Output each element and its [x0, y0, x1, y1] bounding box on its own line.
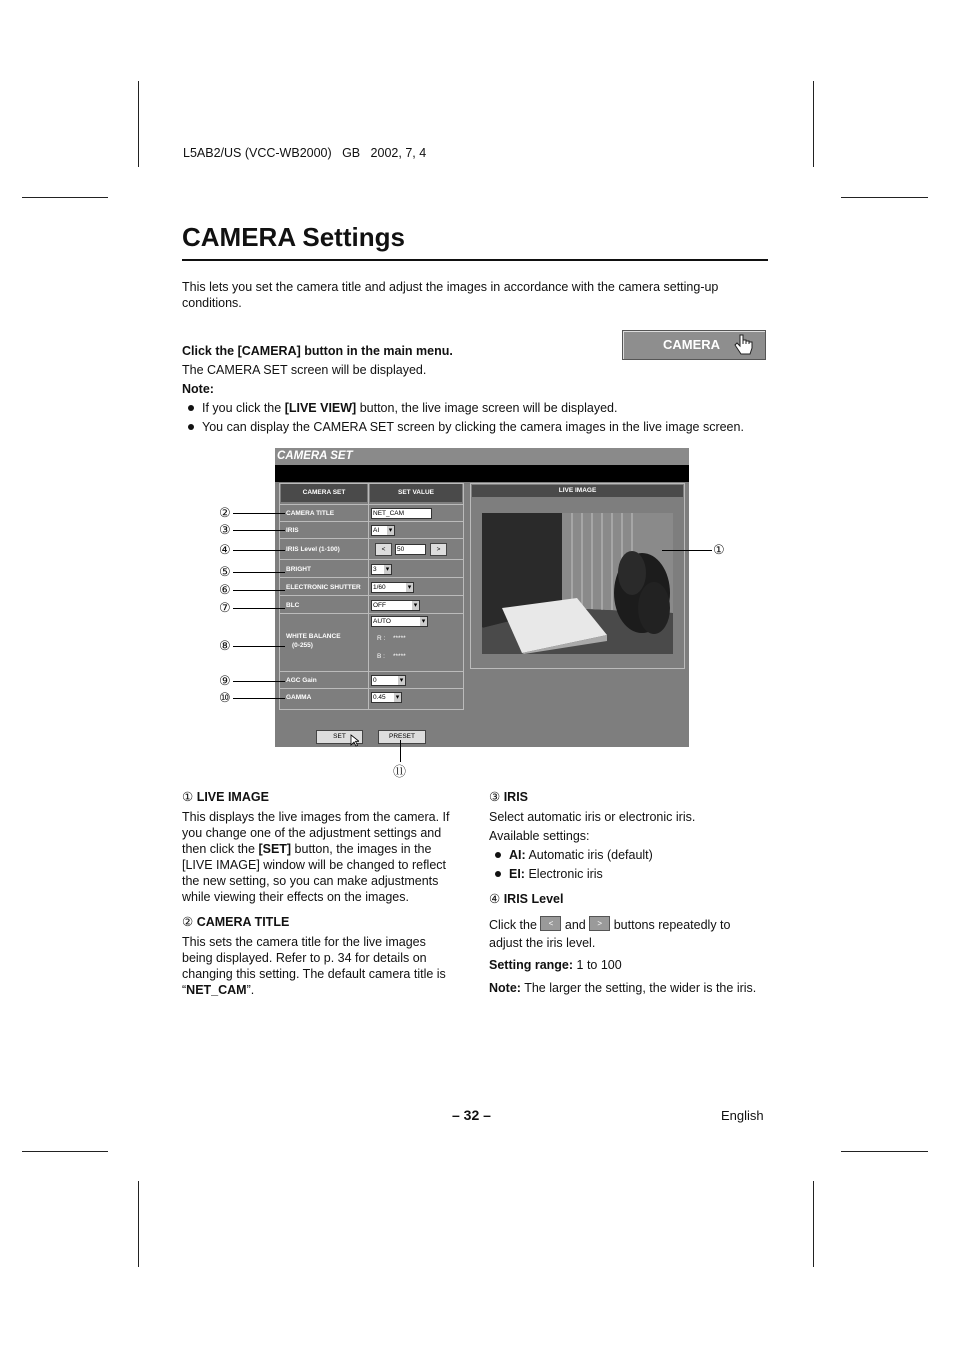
gamma-select[interactable]: 0.45 ▾	[371, 692, 402, 703]
col-header-value: SET VALUE	[370, 484, 462, 502]
wb-r-value: *****	[393, 635, 406, 642]
camera-set-screenshot	[275, 448, 689, 747]
callout-9: ⑨	[219, 673, 231, 688]
language-label: English	[721, 1108, 764, 1123]
crop-mark	[841, 1151, 928, 1152]
decrease-button-icon: <	[540, 916, 561, 931]
callout-10: ⑩	[219, 690, 231, 705]
page-number: – 32 –	[452, 1107, 491, 1123]
callout-5: ⑤	[219, 564, 231, 579]
table-row: BLC OFF ▾	[280, 595, 463, 614]
white-balance-select[interactable]: AUTO ▾	[371, 616, 428, 627]
bright-select[interactable]: 3 ▾	[371, 564, 392, 575]
callout-2: ②	[219, 505, 231, 520]
callout-line	[233, 590, 285, 591]
camera-button[interactable]	[622, 330, 766, 360]
screen-black-bar	[275, 465, 689, 482]
camera-button-label: CAMERA	[663, 337, 721, 352]
result-text: The CAMERA SET screen will be displayed.	[182, 363, 427, 377]
col-header-setting: CAMERA SET	[281, 484, 367, 502]
crop-mark	[138, 1181, 139, 1267]
preset-button[interactable]: PRESET	[378, 730, 426, 744]
wb-b-value: *****	[393, 653, 406, 660]
iris-select[interactable]: AI ▾	[371, 525, 395, 536]
callout-line	[233, 698, 285, 699]
callout-line	[662, 550, 712, 551]
intro-text: This lets you set the camera title and adjust the images in accordance with the camera setting-up conditions.	[182, 280, 719, 310]
iris-option-ai: AI: Automatic iris (default)	[495, 848, 653, 862]
callout-line	[233, 646, 285, 647]
crop-mark	[813, 81, 814, 167]
note-label: Note:	[182, 382, 214, 396]
title-rule	[182, 259, 768, 261]
callout-11: ⑪	[393, 764, 407, 779]
callout-line	[233, 513, 285, 514]
live-image-description: This displays the live images from the camera. If you change one of the adjustment settings and then click the [SET] button, the images in the [LIVE IMAGE] window will be changed to reflect the new setting, so you can make adjustments while viewing their effects on the images.	[182, 810, 450, 904]
table-row: BRIGHT 3 ▾	[280, 559, 463, 578]
callout-7: ⑦	[219, 600, 231, 615]
instruction-text: Click the [CAMERA] button in the main menu.	[182, 344, 453, 358]
callout-8: ⑧	[219, 638, 231, 653]
iris-heading: ③ IRIS	[489, 790, 529, 804]
table-row: AGC Gain 0 ▾	[280, 671, 463, 689]
callout-4: ④	[219, 542, 231, 557]
iris-level-heading: ④ IRIS Level	[489, 892, 564, 906]
camera-title-heading: ② CAMERA TITLE	[182, 915, 290, 929]
table-row: ELECTRONIC SHUTTER 1/60 ▾	[280, 577, 463, 596]
camera-title-description: This sets the camera title for the live images being displayed. Refer to p. 34 for details on changing this setting. The default camera title is “NET_CAM”.	[182, 935, 446, 997]
crop-mark	[22, 1151, 108, 1152]
callout-3: ③	[219, 522, 231, 537]
callout-line	[233, 572, 285, 573]
note-bullet-2: You can display the CAMERA SET screen by clicking the camera images in the live image screen.	[188, 420, 744, 434]
increase-button-icon: >	[589, 916, 610, 931]
screen-title-bar: CAMERA SET	[275, 448, 689, 465]
bullet-dot	[188, 405, 194, 411]
live-image-heading: ① LIVE IMAGE	[182, 790, 269, 804]
table-row: GAMMA 0.45 ▾	[280, 688, 463, 709]
callout-line	[233, 530, 285, 531]
iris-option-ei: EI: Electronic iris	[495, 867, 603, 881]
setting-range: Setting range: 1 to 100	[489, 958, 622, 972]
live-image-panel	[470, 483, 685, 669]
iris-increase-button[interactable]: >	[430, 543, 447, 556]
header-code: L5AB2/US (VCC-WB2000) GB 2002, 7, 4	[183, 146, 427, 160]
callout-line	[233, 608, 285, 609]
iris-decrease-button[interactable]: <	[375, 543, 392, 556]
iris-level-instruction: Click the < and > buttons repeatedly to	[489, 918, 731, 932]
note-bullet-1: If you click the [LIVE VIEW] button, the live image screen will be displayed.	[188, 401, 617, 415]
callout-6: ⑥	[219, 582, 231, 597]
hand-pointer-icon	[733, 333, 755, 357]
iris-line-1: Select automatic iris or electronic iris.	[489, 810, 696, 824]
crop-mark	[813, 1181, 814, 1267]
settings-table	[279, 483, 464, 710]
set-button[interactable]: SET	[316, 730, 363, 744]
agc-select[interactable]: 0 ▾	[371, 675, 406, 686]
table-row: WHITE BALANCE (0-255) AUTO ▾ R : ***** B : *****	[280, 613, 463, 672]
table-row: CAMERA TITLE NET_CAM	[280, 504, 463, 522]
camera-title-input[interactable]: NET_CAM	[371, 508, 432, 519]
callout-line	[233, 550, 285, 551]
iris-line-2: Available settings:	[489, 829, 590, 843]
iris-level-input[interactable]: 50	[395, 544, 426, 555]
crop-mark	[138, 81, 139, 167]
shutter-select[interactable]: 1/60 ▾	[371, 582, 414, 593]
iris-level-note: Note: The larger the setting, the wider is the iris.	[489, 981, 757, 995]
callout-line	[400, 740, 401, 762]
live-image-header: LIVE IMAGE	[472, 485, 683, 497]
callout-line	[233, 681, 285, 682]
iris-level-line-2: adjust the iris level.	[489, 936, 596, 950]
table-row: IRIS AI ▾	[280, 521, 463, 539]
blc-select[interactable]: OFF ▾	[371, 600, 420, 611]
live-camera-image[interactable]	[482, 513, 673, 654]
page-title: CAMERA Settings	[182, 222, 405, 252]
table-row: IRIS Level (1-100) < 50 >	[280, 538, 463, 560]
cursor-arrow-icon	[350, 734, 359, 747]
callout-1: ①	[713, 542, 725, 557]
crop-mark	[841, 197, 928, 198]
crop-mark	[22, 197, 108, 198]
bullet-dot	[188, 424, 194, 430]
